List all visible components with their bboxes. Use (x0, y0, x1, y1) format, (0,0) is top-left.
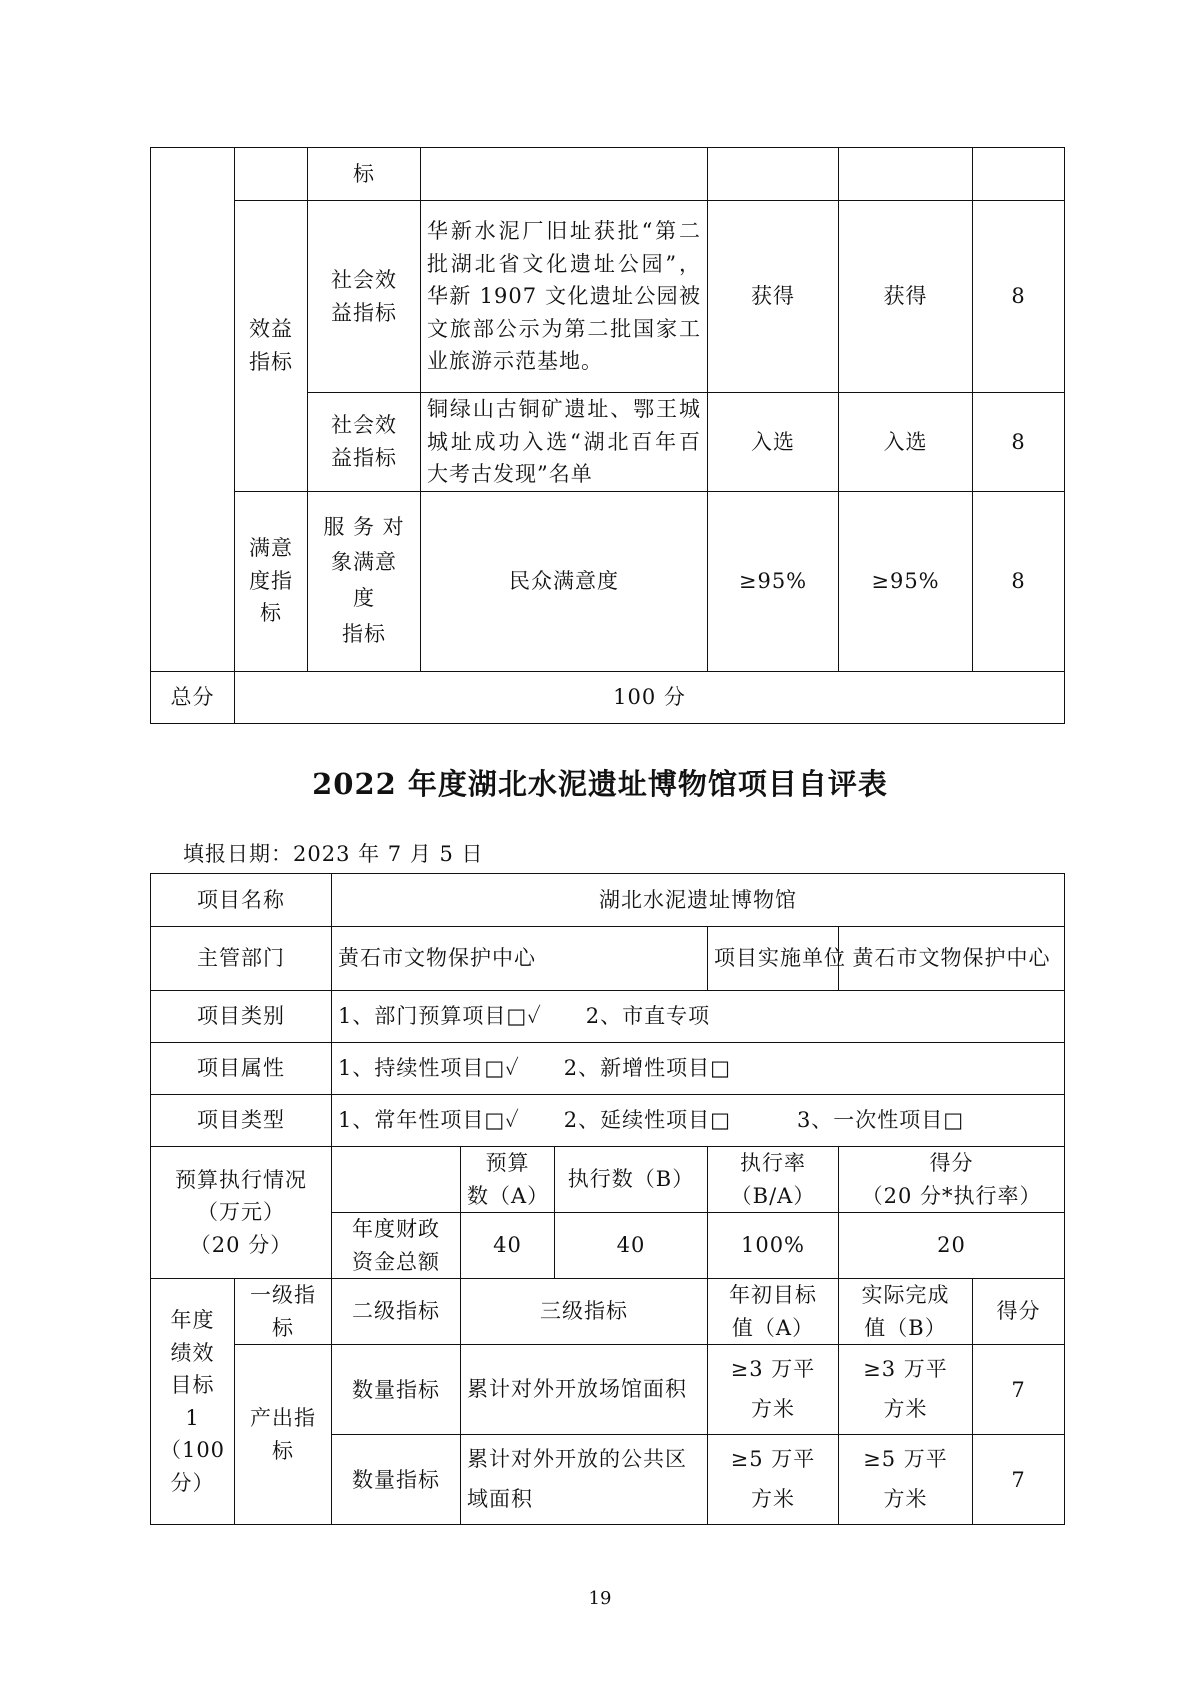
table-row (151, 1043, 1065, 1095)
header-target: 年初目标 值（A） (708, 1279, 839, 1345)
budget-a-value: 40 (461, 1213, 555, 1279)
target-cell: ≥95% (708, 491, 839, 671)
project-name-value: 湖北水泥遗址博物馆 (332, 874, 1065, 927)
table-row (151, 1147, 1065, 1213)
table-row (151, 148, 1065, 201)
q2-score: 7 (973, 1435, 1065, 1525)
target-cell: 获得 (708, 201, 839, 393)
q2-level3: 累计对外开放的公共区域面积 (461, 1435, 708, 1525)
actual-cell: 入选 (839, 393, 973, 492)
empty-cell (151, 148, 235, 672)
type-value: 1、常年性项目□✓ 2、延续性项目□ 3、一次性项目□ (332, 1095, 1065, 1147)
q1-score: 7 (973, 1345, 1065, 1435)
q1-level2: 数量指标 (332, 1345, 461, 1435)
q1-level3: 累计对外开放场馆面积 (461, 1345, 708, 1435)
fill-date: 填报日期：2023 年 7 月 5 日 (183, 842, 484, 866)
total-value: 100 分 (235, 671, 1065, 723)
level2-cell: 社会效 益指标 (308, 393, 421, 492)
header-level2: 二级指标 (332, 1279, 461, 1345)
impl-value: 黄石市文物保护中心 (839, 927, 1065, 991)
empty-cell (421, 148, 708, 201)
page-title: 2022 年度湖北水泥遗址博物馆项目自评表 (312, 767, 888, 801)
q2-level2: 数量指标 (332, 1435, 461, 1525)
q1-target: ≥3 万平 方米 (708, 1345, 839, 1435)
header-level1: 一级指 标 (235, 1279, 332, 1345)
level1-cell: 效益 指标 (235, 201, 308, 492)
category-label: 项目类别 (151, 991, 332, 1043)
actual-cell: ≥95% (839, 491, 973, 671)
header-score: 得分 (973, 1279, 1065, 1345)
level3-cell: 铜绿山古铜矿遗址、鄂王城城址成功入选“湖北百年百大考古发现”名单 (421, 393, 708, 492)
q2-actual: ≥5 万平 方米 (839, 1435, 973, 1525)
table-row (151, 927, 1065, 991)
self-evaluation-table (150, 873, 1065, 1525)
empty-cell (839, 148, 973, 201)
page-number: 19 (588, 1588, 612, 1609)
score-cell: 8 (973, 201, 1065, 393)
level2-cell: 标 (308, 148, 421, 201)
empty-cell (708, 148, 839, 201)
total-row (151, 671, 1065, 723)
empty-cell (332, 1147, 461, 1213)
table-row (151, 1279, 1065, 1345)
budget-row-label: 年度财政 资金总额 (332, 1213, 461, 1279)
target-cell: 入选 (708, 393, 839, 492)
impl-label: 项目实施单位 (708, 927, 839, 991)
goal-label: 年度 绩效 目标 1 （100 分） (151, 1279, 235, 1525)
actual-cell: 获得 (839, 201, 973, 393)
budget-label: 预算执行情况 （万元） （20 分） (151, 1147, 332, 1279)
indicator-table-continued (150, 147, 1065, 724)
budget-header-score: 得分 （20 分*执行率） (839, 1147, 1065, 1213)
table-row (151, 1345, 1065, 1435)
budget-score-value: 20 (839, 1213, 1065, 1279)
level2-cell: 服 务 对 象满意 度 指标 (308, 491, 421, 671)
header-actual: 实际完成 值（B） (839, 1279, 973, 1345)
dept-value: 黄石市文物保护中心 (332, 927, 708, 991)
score-cell: 8 (973, 491, 1065, 671)
level3-cell: 民众满意度 (421, 491, 708, 671)
table-row (151, 874, 1065, 927)
empty-cell (973, 148, 1065, 201)
category-value: 1、部门预算项目□✓ 2、市直专项 (332, 991, 1065, 1043)
table-row (151, 491, 1065, 671)
budget-b-value: 40 (555, 1213, 708, 1279)
score-cell: 8 (973, 393, 1065, 492)
attr-value: 1、持续性项目□✓ 2、新增性项目□ (332, 1043, 1065, 1095)
level3-cell: 华新水泥厂旧址获批“第二批湖北省文化遗址公园”，华新 1907 文化遗址公园被文旅部公示为第二批国家工业旅游示范基地。 (421, 201, 708, 393)
empty-cell (235, 148, 308, 201)
header-level3: 三级指标 (461, 1279, 708, 1345)
budget-header-rate: 执行率 （B/A） (708, 1147, 839, 1213)
budget-rate-value: 100% (708, 1213, 839, 1279)
output-label: 产出指 标 (235, 1345, 332, 1525)
type-label: 项目类型 (151, 1095, 332, 1147)
table-row (151, 1095, 1065, 1147)
table-row (151, 201, 1065, 393)
budget-header-a: 预算 数（A） (461, 1147, 555, 1213)
attr-label: 项目属性 (151, 1043, 332, 1095)
level1-cell: 满意 度指 标 (235, 491, 308, 671)
dept-label: 主管部门 (151, 927, 332, 991)
project-name-label: 项目名称 (151, 874, 332, 927)
q2-target: ≥5 万平 方米 (708, 1435, 839, 1525)
q1-actual: ≥3 万平 方米 (839, 1345, 973, 1435)
budget-header-b: 执行数（B） (555, 1147, 708, 1213)
total-label: 总分 (151, 671, 235, 723)
table-row (151, 991, 1065, 1043)
level2-cell: 社会效 益指标 (308, 201, 421, 393)
